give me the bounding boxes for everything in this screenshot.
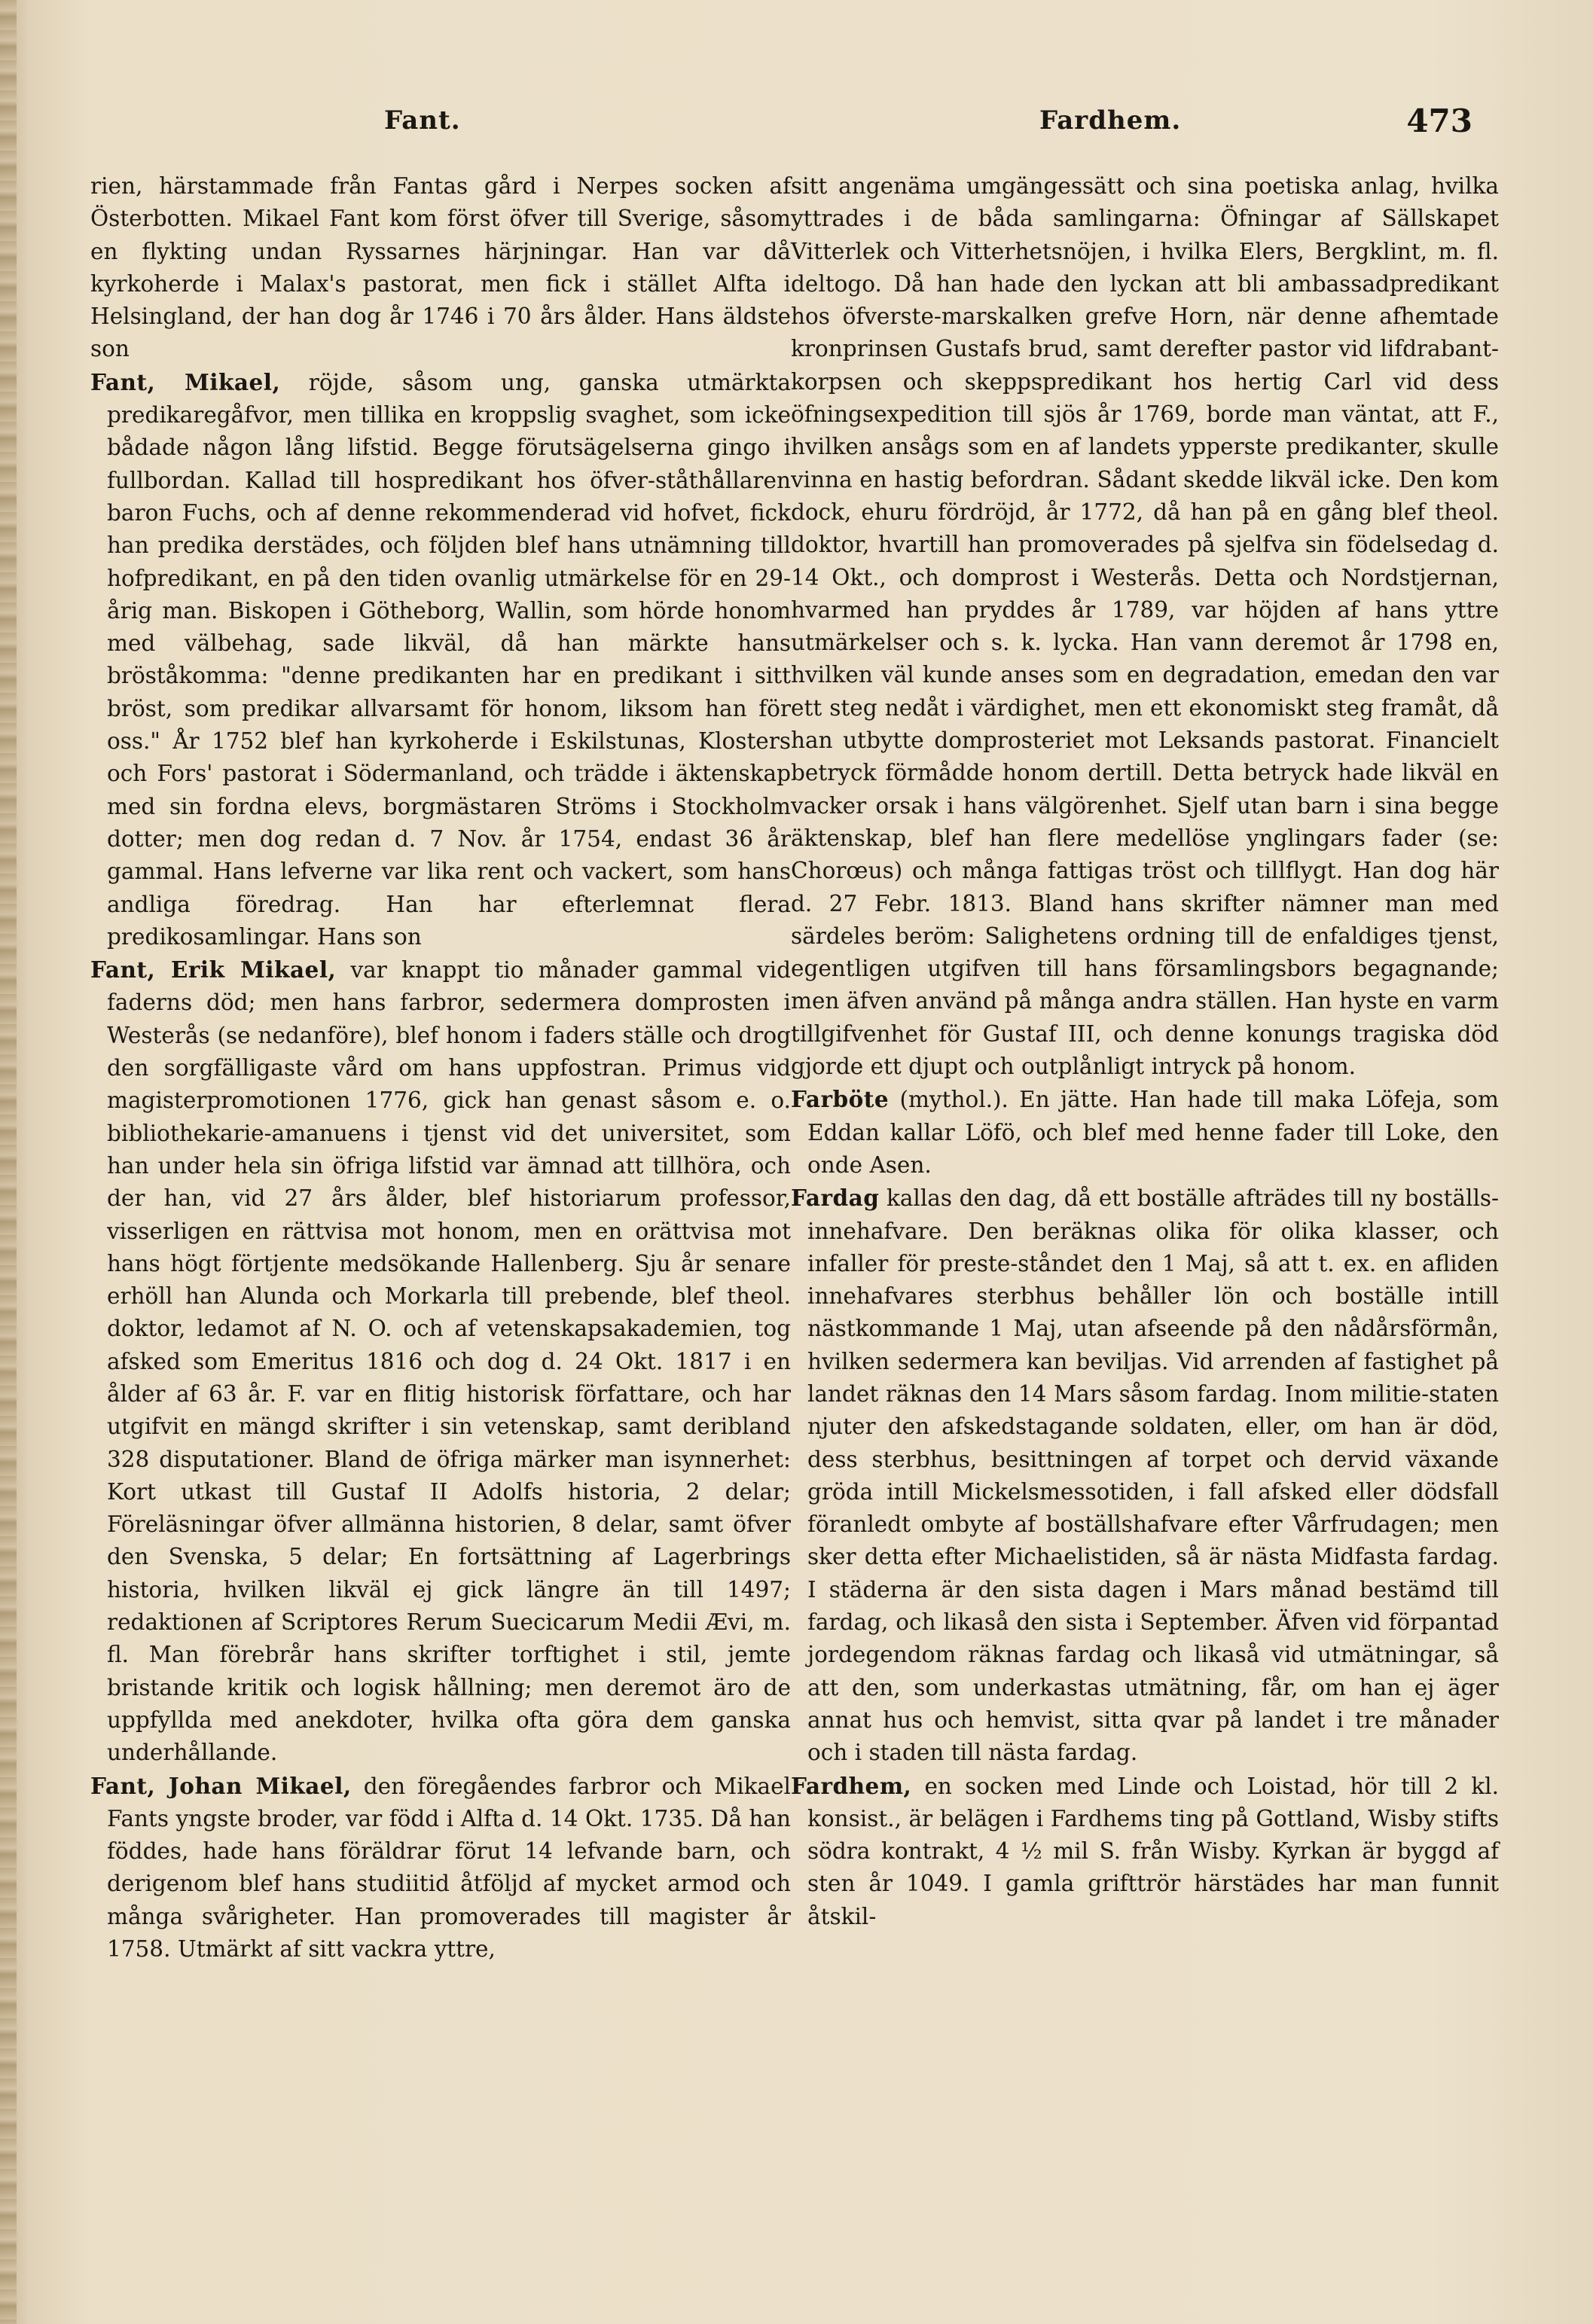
entry-fant-mikael [90, 366, 791, 953]
entry-head: Fardag [791, 1185, 880, 1212]
right-column [791, 169, 1499, 1933]
entry-text: sitt angenäma umgängessätt och sina poetiska anlag, hvilka yttrades i de båda samlingarna: Öfningar af Sällskapet Vitterlek och Vitterhetsnöjen, i hvilka Elers, Bergklint, m. fl. deltogo. Då han hade den lyckan att bli ambassadpredikant hos öfverste-marskalken grefve Horn, när denne afhemtade kronprinsen Gustafs brud, samt derefter pastor vid lifdrabant-korpsen och skeppspredikant hos hertig Carl vid dess öfningsexpedition till sjös år 1769, borde man väntat, att F., hvilken ansågs som en af landets ypperste predikanter, skulle vinna en hastig befordran. Sådant skedde likväl icke. Den kom dock, ehuru fördröjd, år 1772, då han på en gång blef theol. doktor, hvartill han promoverades på sjelfva sin födelsedag d. 14 Okt., och domprost i Westerås. Detta och Nordstjernan, hvarmed han pryddes år 1789, var höjden af hans yttre utmärkelser och s. k. lycka. Han vann deremot år 1798 en, hvilken väl kunde anses som en degradation, emedan den var ett steg nedåt i värdighet, men ett ekonomiskt steg framåt, då han utbytte domprosteriet mot Leksands pastorat. Financielt betryck förmådde honom dertill. Detta betryck hade likväl en vacker orsak i hans välgörenhet. Sjelf utan barn i sina begge äktenskap, blef han flere medellöse ynglingars fader (se: Chorœus) och många fattigas tröst och tillflygt. Han dog här d. 27 Febr. 1813. Bland hans skrifter nämner man med särdeles beröm: Salighetens ordning till de enfaldiges tjenst, egentligen utgifven till hans församlingsbors begagnande; men äfven använd på många andra ställen. Han hyste en varm tillgifvenhet för Gustaf III, och denne konungs tragiska död gjorde ett djupt och outplånligt intryck på honom. [791, 173, 1499, 1080]
page-header [75, 102, 1472, 151]
binding-edge [0, 0, 17, 2324]
entry-fardhem [791, 1770, 1499, 1933]
entry-head: Fardhem, [791, 1772, 912, 1799]
entry-head: Fant, Mikael, [90, 368, 281, 395]
entry-head: Fant, Erik Mikael, [90, 956, 337, 984]
entry-head: Farböte [791, 1086, 890, 1113]
entry-head: Fant, Johan Mikael, [90, 1772, 352, 1799]
entry-fant-johan-continuation [791, 169, 1499, 1083]
entry-farbote [791, 1083, 1499, 1182]
running-head-right: Fardhem. [1039, 105, 1182, 136]
entry-fant-johan-mikael [90, 1770, 791, 1966]
entry-text: var knappt tio månader gammal vid faderns död; men hans farbror, sedermera domprosten i Westerås (se nedanföre), blef honom i faders ställe och drog den sorgfälligaste vård om hans uppfostran. Primus vid magisterpromotionen 1776, gick han genast såsom e. o. bibliothekarie-amanuens i tjenst vid det universitet, som han under hela sin öfriga lifstid var ämnad att tillhöra, och der han, vid 27 års ålder, blef historiarum professor, visserligen en rättvisa mot honom, men en orättvisa mot hans högt förtjente medsökande Hallenberg. Sju år senare erhöll han Alunda och Morkarla till prebende, blef theol. doktor, ledamot af N. O. och af vetenskapsakademien, tog afsked som Emeritus 1816 och dog d. 24 Okt. 1817 i en ålder af 63 år. F. var en flitig historisk författare, och har utgifvit en mängd skrifter i sin vetenskap, samt deribland 328 disputationer. Bland de öfriga märker man isynnerhet: Kort utkast till Gustaf II Adolfs historia, 2 delar; Föreläsningar öfver allmänna historien, 8 delar, samt öfver den Svenska, 5 delar; En fortsättning af Lagerbrings historia, hvilken likväl ej gick längre än till 1497; redaktionen af Scriptores Rerum Suecicarum Medii Ævi, m. fl. Man förebrår hans skrifter torftighet i stil, jemte bristande kritik och logisk hållning; men deremot äro de uppfyllda med anekdoter, hvilka ofta göra dem ganska underhållande. [107, 957, 791, 1766]
entry-text: den föregåendes farbror och Mikael Fants yngste broder, var född i Alfta d. 14 Okt. 1735. Då han föddes, hade hans föräldrar förut 14 lefvande barn, och derigenom blef hans studiitid åtföljd af mycket armod och många svårigheter. Han promoverades till magister år 1758. Utmärkt af sitt vackra yttre, [107, 1773, 791, 1963]
running-head-left: Fant. [384, 105, 461, 136]
entry-text: röjde, såsom ung, ganska utmärkta predikaregåfvor, men tillika en kroppslig svaghet, som icke bådade någon lång lifstid. Begge förutsägelserna gingo i fullbordan. Kallad till hospredikant hos öfver-ståthållaren baron Fuchs, och af denne rekommenderad vid hofvet, fick han predika derstädes, och följden blef hans utnämning till hofpredikant, en på den tiden ovanlig utmärkelse för en 29-årig man. Biskopen i Götheborg, Wallin, som hörde honom med välbehag, sade likväl, då han märkte hans bröståkomma: "denne predikanten har en predikant i sitt bröst, som predikar allvarsamt för honom, liksom han för oss." År 1752 blef han kyrkoherde i Eskilstunas, Klosters och Fors' pastorat i Södermanland, och trädde i äktenskap med sin fordna elevs, borgmästaren Ströms i Stockholm dotter; men dog redan d. 7 Nov. år 1754, endast 36 år gammal. Hans lefverne var lika rent och vackert, som hans andliga föredrag. Han har efterlemnat flera predikosamlingar. Hans son [107, 369, 791, 950]
entry-text: rien, härstammade från Fantas gård i Nerpes socken af Österbotten. Mikael Fant kom först öfver till Sverige, såsom en flykting undan Ryssarnes härjningar. Han var då kyrkoherde i Malax's pastorat, men fick i stället Alfta i Helsingland, der han dog år 1746 i 70 års ålder. Hans äldste son [90, 173, 791, 362]
entry-text: (mythol.). En jätte. Han hade till maka Löfeja, som Eddan kallar Löfö, och blef med henne fader till Loke, den onde Asen. [807, 1087, 1499, 1178]
left-column [90, 169, 791, 1966]
entry-fant-continuation [90, 169, 791, 366]
entry-text: kallas den dag, då ett boställe afträdes till ny boställs-innehafvare. Den beräknas olika för olika klasser, och infaller för preste-ståndet den 1 Maj, så att t. ex. en afliden innehafvares sterbhus behåller lön och boställe intill nästkommande 1 Maj, utan afseende på den nådårsförmån, hvilken sedermera kan beviljas. Vid arrenden af fastighet på landet räknas den 14 Mars såsom fardag. Inom militie-staten njuter den afskedstagande soldaten, eller, om han är död, dess sterbhus, besittningen af torpet och dervid växande gröda intill Mickelsmessotiden, i fall afsked eller dödsfall föranledt ombyte af boställshafvare efter Vårfrudagen; men sker detta efter Michaelistiden, så är nästa Midfasta fardag. I städerna är den sista dagen i Mars månad bestämd till fardag, och likaså den sista i September. Äfven vid förpantad jordegendom räknas fardag och likaså vid utmätningar, så att den, som underkastas utmätning, får, om han ej äger annat hus och hemvist, sitta qvar på landet i tre månader och i staden till nästa fardag. [807, 1185, 1499, 1766]
page-number: 473 [1406, 102, 1472, 139]
entry-text: en socken med Linde och Loistad, hör till 2 kl. konsist., är belägen i Fardhems ting på Gottland, Wisby stifts södra kontrakt, 4 ½ mil S. från Wisby. Kyrkan är byggd af sten år 1049. I gamla grifttrör härstädes har man funnit åtskil- [807, 1773, 1499, 1929]
entry-fardag [791, 1182, 1499, 1769]
entry-fant-erik-mikael [90, 953, 791, 1769]
